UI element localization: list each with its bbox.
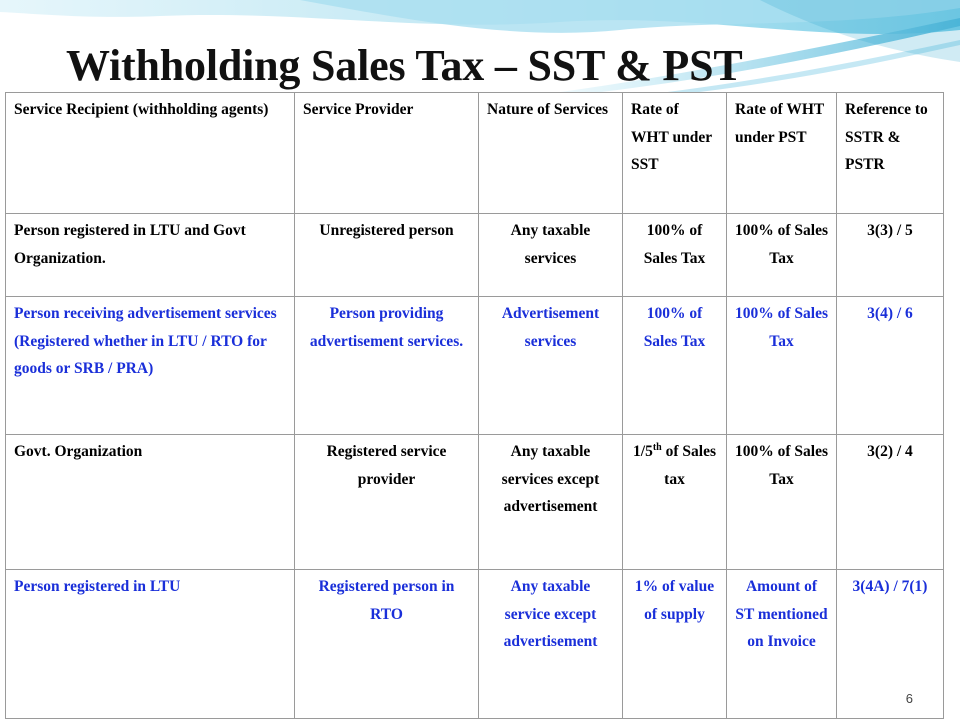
cell-nature: Any taxable service except advertisement xyxy=(479,570,623,719)
header-nature-of-services: Nature of Services xyxy=(479,93,623,214)
sst-rate-fraction: 1/5 xyxy=(633,443,653,460)
table-row xyxy=(6,570,944,719)
cell-pst-rate: Amount of ST mentioned on Invoice xyxy=(727,570,837,719)
table-row xyxy=(6,297,944,435)
table-header-row xyxy=(6,93,944,214)
table-row xyxy=(6,435,944,570)
cell-pst-rate: 100% of Sales Tax xyxy=(727,435,837,570)
cell-reference: 3(2) / 4 xyxy=(837,435,944,570)
cell-pst-rate: 100% of Sales Tax xyxy=(727,297,837,435)
cell-sst-rate xyxy=(623,435,727,570)
cell-recipient: Person receiving advertisement services (Registered whether in LTU / RTO for goods or SRB / PRA) xyxy=(6,297,295,435)
header-rate-wht-pst: Rate of WHT under PST xyxy=(727,93,837,214)
cell-provider: Registered person in RTO xyxy=(295,570,479,719)
header-service-recipient: Service Recipient (withholding agents) xyxy=(6,93,295,214)
cell-provider: Registered service provider xyxy=(295,435,479,570)
cell-pst-rate: 100% of Sales Tax xyxy=(727,214,837,297)
cell-recipient: Person registered in LTU xyxy=(6,570,295,719)
cell-sst-rate: 1% of value of supply xyxy=(623,570,727,719)
cell-provider: Person providing advertisement services. xyxy=(295,297,479,435)
cell-nature: Any taxable services xyxy=(479,214,623,297)
cell-provider: Unregistered person xyxy=(295,214,479,297)
cell-sst-rate: 100% of Sales Tax xyxy=(623,214,727,297)
header-rate-wht-sst: Rate of WHT under SST xyxy=(623,93,727,214)
sst-rate-superscript: th xyxy=(652,441,662,453)
sst-rate-suffix: of Sales tax xyxy=(661,443,716,488)
withholding-tax-table xyxy=(5,92,944,719)
cell-recipient: Person registered in LTU and Govt Organization. xyxy=(6,214,295,297)
header-reference: Reference to SSTR & PSTR xyxy=(837,93,944,214)
cell-reference: 3(4) / 6 xyxy=(837,297,944,435)
header-service-provider: Service Provider xyxy=(295,93,479,214)
cell-recipient: Govt. Organization xyxy=(6,435,295,570)
cell-sst-rate: 100% of Sales Tax xyxy=(623,297,727,435)
cell-reference: 3(4A) / 7(1) xyxy=(837,570,944,719)
cell-nature: Advertisement services xyxy=(479,297,623,435)
page-number: 6 xyxy=(905,691,913,706)
table-row xyxy=(6,214,944,297)
cell-nature: Any taxable services except advertisement xyxy=(479,435,623,570)
slide-title: Withholding Sales Tax – SST & PST xyxy=(66,41,743,90)
cell-reference: 3(3) / 5 xyxy=(837,214,944,297)
